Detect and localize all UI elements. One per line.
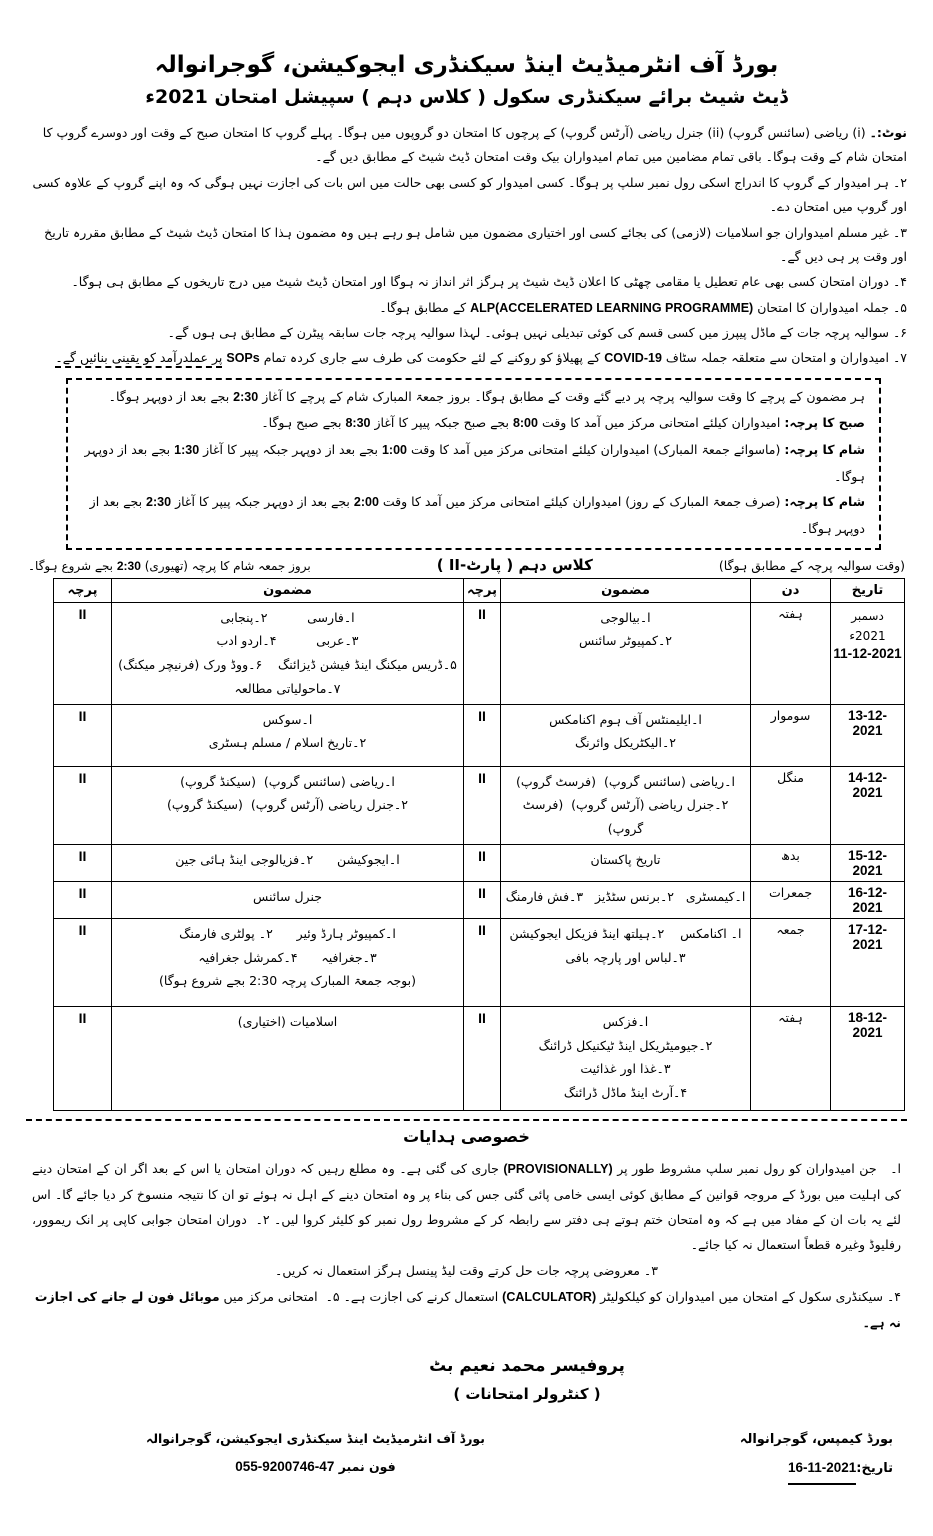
subject-line: ۳۔غذا اور غذائیت [580, 1061, 671, 1077]
paper-cell: II [464, 881, 501, 918]
instruction-1-2: ا۔ جن امیدواران کو رول نمبر سلپ مشروط طور پر (PROVISIONALLY) جاری کی گئی ہے۔ وہ مطلع رہیں کہ دوران امتحان یا اس کے بعد اگر ان کے امتحان دینے کی اہلیت میں بورڈ کے مروجہ قوانین کے مطابق کوئی ایسی خامی پائی گئی جس کی بناء پر وہ امتحان دینے کے اہل نہ ہوئے تو ان کا نتیجہ منسوخ کر دیا جائے گا۔ اس لئے یہ بات ان کے مفاد میں ہے کہ وہ امتحان ختم ہوتے ہی دفتر سے رابطہ کر کے مشروط رول نمبر کو کلیئر کروا لیں۔ ۲۔ دوران امتحان جوابی کاپی پر انک ریموور، رفلیوڈ وغیرہ قطعاً استعمال نہ کیا جائے۔ [32, 1160, 901, 1252]
board-address: بورڈ آف انٹرمیڈیٹ اینڈ سیکنڈری ایجوکیشن، گوجرانوالہ [146, 1431, 485, 1447]
day-cell: بدھ [751, 844, 831, 881]
paper-cell: II [464, 602, 501, 704]
paper-cell: II [464, 766, 501, 844]
subject-cell [112, 918, 464, 1006]
subject-cell [501, 602, 751, 704]
subject-cell [501, 881, 751, 918]
time-as-per-paper-note: (وقت سوالیہ پرچہ کے مطابق ہوگا) [718, 557, 905, 573]
timing-line-4: شام کا پرچہ: (صرف جمعۃ المبارک کے روز) امیدواران کیلئے امتحانی مرکز میں آمد کا وقت 2:00 بجے بعد از دوپہر جبکہ پیپر کا آغاز 2:30 بجے بعد از دوپہر ہوگا۔ [89, 494, 865, 536]
note-2: ۲۔ ہر امیدوار کے گروپ کا اندراج اسکی رول نمبر سلپ پر ہوگا۔ کسی امیدوار کو کسی بھی حالت میں اس بات کی اجازت نہیں ہوگی کہ وہ اپنے گروپ کے علاوہ کسی اور گروپ میں امتحان دے۔ [32, 174, 907, 215]
phone-line: فون نمبر 055-9200746-47 [146, 1453, 485, 1481]
subject-line: ۷۔ماحولیاتی مطالعہ [234, 680, 341, 696]
subject-line: ۳۔جغرافیہ ۴۔کمرشل جغرافیہ [198, 949, 377, 965]
subject-line: ۲۔تاریخ اسلام / مسلم ہسٹری [208, 735, 367, 751]
document-footer [26, 1408, 907, 1485]
date-cell: 18-12-2021 [831, 1006, 905, 1110]
day-cell: ہفتہ [751, 1006, 831, 1110]
paper-cell: II [54, 1006, 112, 1110]
footer-campus-block [740, 1426, 893, 1485]
timing-line-1: ہر مضمون کے پرچے کا وقت سوالیہ پرچہ پر دیے گئے وقت کے مطابق ہوگا۔ بروز جمعۃ المبارک شام کے پرچے کا آغاز 2:30 بجے بعد از دوپہر ہوگا۔ [108, 388, 865, 404]
footer-board-block [146, 1426, 485, 1481]
subject-line: ا۔فزکس [602, 1013, 649, 1029]
subject-line: ۲۔کمپیوٹر سائنس [578, 633, 673, 649]
table-row [54, 602, 905, 704]
subject-line: جنرل سائنس [253, 888, 322, 904]
timing-line-3: شام کا پرچہ: (ماسوائے جمعۃ المبارک) امیدواران کیلئے امتحانی مرکز میں آمد کا وقت 1:00 بجے بعد از دوپہر جبکہ پیپر کا آغاز 1:30 بجے بعد از دوپہر ہوگا۔ [84, 442, 865, 484]
subject-cell [501, 704, 751, 766]
timing-box [66, 378, 881, 550]
subject-cell [112, 1006, 464, 1110]
subject-line: ا۔بیالوجی [600, 609, 651, 625]
subject-line: ا۔ اکنامکس ۲۔ہیلتھ اینڈ فزیکل ایجوکیشن [509, 925, 742, 941]
paper-header-morning: پرچہ [464, 578, 501, 602]
special-instructions-heading: خصوصی ہدایات [403, 1126, 530, 1146]
subject-line: تاریخ پاکستان [590, 851, 661, 867]
subject-line: ۲۔جنرل ریاضی (آرٹس گروپ) (سیکنڈ گروپ) [167, 797, 408, 813]
table-row [54, 1006, 905, 1110]
controller-name: پروفیسر محمد نعیم بٹ [429, 1355, 625, 1376]
subject-line: ا۔ایجوکیشن ۲۔فزیالوجی اینڈ ہائی جین [175, 851, 400, 867]
subject-line: ا۔سوکس [262, 711, 313, 727]
datesheet-title: ڈیٹ شیٹ برائے سیکنڈری سکول ( کلاس دہم ) سپیشل امتحان 2021ء [145, 85, 788, 108]
paper-cell: II [54, 844, 112, 881]
subject-line: ۲۔الیکٹریکل وائرنگ [574, 735, 677, 751]
subject-cell [112, 704, 464, 766]
date-cell: 14-12-2021 [831, 766, 905, 844]
note-6: ۶۔ سوالیہ پرچہ جات کے ماڈل پیپرز میں کسی قسم کی کوئی تبدیلی نہیں ہوئی۔ لہذا سوالیہ پرچہ جات سابقہ پیٹرن کے مطابق ہی ہوں گے۔ [167, 325, 907, 340]
day-cell: سوموار [751, 704, 831, 766]
dashed-separator [26, 1119, 907, 1121]
paper-cell: II [54, 602, 112, 704]
subject-cell [112, 602, 464, 704]
table-header-row [54, 578, 905, 602]
paper-header-evening: پرچہ [54, 578, 112, 602]
subject-cell [501, 766, 751, 844]
subject-line: ا۔ریاضی (سائنس گروپ) (سیکنڈ گروپ) [180, 773, 395, 789]
day-header: دن [751, 578, 831, 602]
subject-cell [112, 844, 464, 881]
subject-line: ۴۔آرٹ اینڈ ماڈل ڈرائنگ [563, 1085, 688, 1100]
date-cell: 13-12-2021 [831, 704, 905, 766]
day-cell: جمعہ [751, 918, 831, 1006]
subject-line: ۵۔ڈریس میکنگ اینڈ فیشن ڈیزائنگ ۶۔ووڈ ورک (فرنیچر میکنگ) [118, 657, 457, 672]
subject-line: اسلامیات (اختیاری) [237, 1013, 338, 1029]
subject-line: ا۔ریاضی (سائنس گروپ) (فرسٹ گروپ) [516, 773, 735, 789]
date-cell: 17-12-2021 [831, 918, 905, 1006]
friday-paper-note: بروز جمعہ شام کا پرچہ (تھیوری) 2:30 بجے شروع ہوگا۔ [28, 558, 311, 573]
subject-cell [501, 918, 751, 1006]
paper-cell: II [54, 766, 112, 844]
paper-cell: II [54, 704, 112, 766]
alp-text: ALP(ACCELERATED LEARNING PROGRAMME) [470, 300, 754, 315]
subject-line: ۲۔جنرل ریاضی (آرٹس گروپ) (فرسٹ گروپ) [522, 797, 729, 836]
subject-header-morning: مضمون [501, 578, 751, 602]
calculator-text: (CALCULATOR) [502, 1289, 597, 1304]
note-label: نوٹ:۔ [869, 125, 907, 140]
table-row [54, 704, 905, 766]
subject-line: ا۔کمپیوٹر ہارڈ وئیر ۲۔ پولٹری فارمنگ [179, 925, 396, 941]
paper-cell: II [54, 881, 112, 918]
notes-section [26, 121, 907, 371]
day-cell: ہفتہ [751, 602, 831, 704]
date-cell: دسمبر 2021ء 11-12-2021 [831, 602, 905, 704]
class-part-heading: کلاس دہم ( پارٹ-II ) [436, 555, 593, 574]
subject-line: ا۔ایلیمنٹس آف ہوم اکنامکس [549, 711, 702, 727]
subject-cell [112, 766, 464, 844]
controller-title: ( کنٹرولر امتحانات ) [453, 1385, 601, 1404]
instruction-4-5: ۴۔ سیکنڈری سکول کے امتحان میں امیدواران کو کیلکولیٹر (CALCULATOR) استعمال کرنے کی اجازت ہے۔ ۵۔ امتحانی مرکز میں موبائل فون لے جانے کی اجازت نہ ہے۔ [34, 1288, 901, 1330]
paper-cell: II [464, 844, 501, 881]
note-3: ۳۔ غیر مسلم امیدواران جو اسلامیات (لازمی) کی بجائے کسی اور اختیاری مضمون میں شامل ہو رہے ہیں وہ مضمون ہذا کا امتحان ڈیٹ شیٹ کے مطابق مقررہ تاریخ اور وقت پر ہی دیں گے۔ [44, 224, 907, 264]
datesheet-table [53, 578, 905, 1111]
subject-cell [501, 1006, 751, 1110]
table-row [54, 766, 905, 844]
note-4: ۴۔ دوران امتحان کسی بھی عام تعطیل یا مقامی چھٹی کا اعلان ڈیٹ شیٹ پر ہرگز اثر انداز نہ ہوگا اور امتحان ڈیٹ شیٹ میں درج تاریخوں کے مطابق ہی ہوگا۔ [71, 274, 907, 290]
issue-date-line: تاریخ:16-11-2021 [740, 1454, 893, 1485]
table-row [54, 881, 905, 918]
paper-cell: II [464, 918, 501, 1006]
subject-line: ۳۔لباس اور پارچہ بافی [565, 949, 686, 965]
sops-text: SOPs [226, 351, 260, 366]
document-header [26, 48, 907, 111]
date-cell: 15-12-2021 [831, 844, 905, 881]
date-cell: 16-12-2021 [831, 881, 905, 918]
class-part-line [28, 556, 905, 574]
instruction-3: ۳۔ معروضی پرچہ جات حل کرتے وقت لیڈ پینسل ہرگز استعمال نہ کریں۔ [275, 1262, 658, 1278]
subject-cell [501, 844, 751, 881]
day-cell: منگل [751, 766, 831, 844]
note-7: ۷۔ امیدواران و امتحان سے متعلقہ جملہ سٹاف COVID-19 کے پھیلاؤ کو روکنے کے لئے حکومت کی طرف سے جاری کردہ تمام SOPs پر عملدرآمد کو یقینی بنائیں گے۔ [26, 346, 907, 370]
subject-line: ا۔کیمسٹری ۲۔برنس سٹڈیز ۳۔فش فارمنگ [505, 888, 746, 904]
subject-cell [112, 881, 464, 918]
signature-block [207, 1351, 847, 1409]
subject-line: ا۔فارسی ۲۔پنجابی [220, 609, 355, 625]
paper-cell: II [464, 1006, 501, 1110]
board-campus: بورڈ کیمپس، گوجرانوالہ [739, 1432, 893, 1448]
note-1: نوٹ:۔ (i) ریاضی (سائنس گروپ) (ii) جنرل ریاضی (آرٹس گروپ) کے پرچوں کا امتحان دو گروپوں میں ہوگا۔ پہلے گروپ کا امتحان صبح کے وقت اور دوسرے گروپ کا امتحان شام کے وقت ہوگا۔ باقی تمام مضامین میں تمام امیدواران بیک وقت امتحان ڈیٹ شیٹ کے مطابق دیں گے۔ [42, 125, 907, 165]
paper-cell: II [464, 704, 501, 766]
board-title: بورڈ آف انٹرمیڈیٹ اینڈ سیکنڈری ایجوکیشن، گوجرانوالہ [154, 52, 779, 78]
subject-line: ۲۔جیومیٹریکل اینڈ ٹیکنیکل ڈرائنگ [538, 1037, 713, 1053]
friday-start-note: (بوجہ جمعۃ المبارک پرچہ 2:30 بجے شروع ہوگا) [159, 973, 416, 989]
timing-line-2: صبح کا پرچہ: امیدواران کیلئے امتحانی مرکز میں آمد کا وقت 8:00 بجے صبح جبکہ پیپر کا آغاز 8:30 بجے صبح ہوگا۔ [261, 415, 865, 431]
phone-number: 055-9200746-47 [235, 1458, 335, 1474]
issue-date: 16-11-2021 [788, 1454, 856, 1485]
paper-cell: II [54, 918, 112, 1006]
note-5: ۵۔ جملہ امیدواران کا امتحان ALP(ACCELERATED LEARNING PROGRAMME) کے مطابق ہوگا۔ [379, 299, 907, 315]
table-row [54, 844, 905, 881]
subject-header-evening: مضمون [112, 578, 464, 602]
day-cell: جمعرات [751, 881, 831, 918]
subject-line: ۳۔عربی ۴۔اردو ادب [216, 633, 359, 649]
covid-text: COVID-19 [604, 351, 662, 366]
date-header: تاریخ [831, 578, 905, 602]
special-instructions [26, 1156, 907, 1335]
table-row [54, 918, 905, 1006]
provisionally-text: (PROVISIONALLY) [503, 1161, 613, 1176]
